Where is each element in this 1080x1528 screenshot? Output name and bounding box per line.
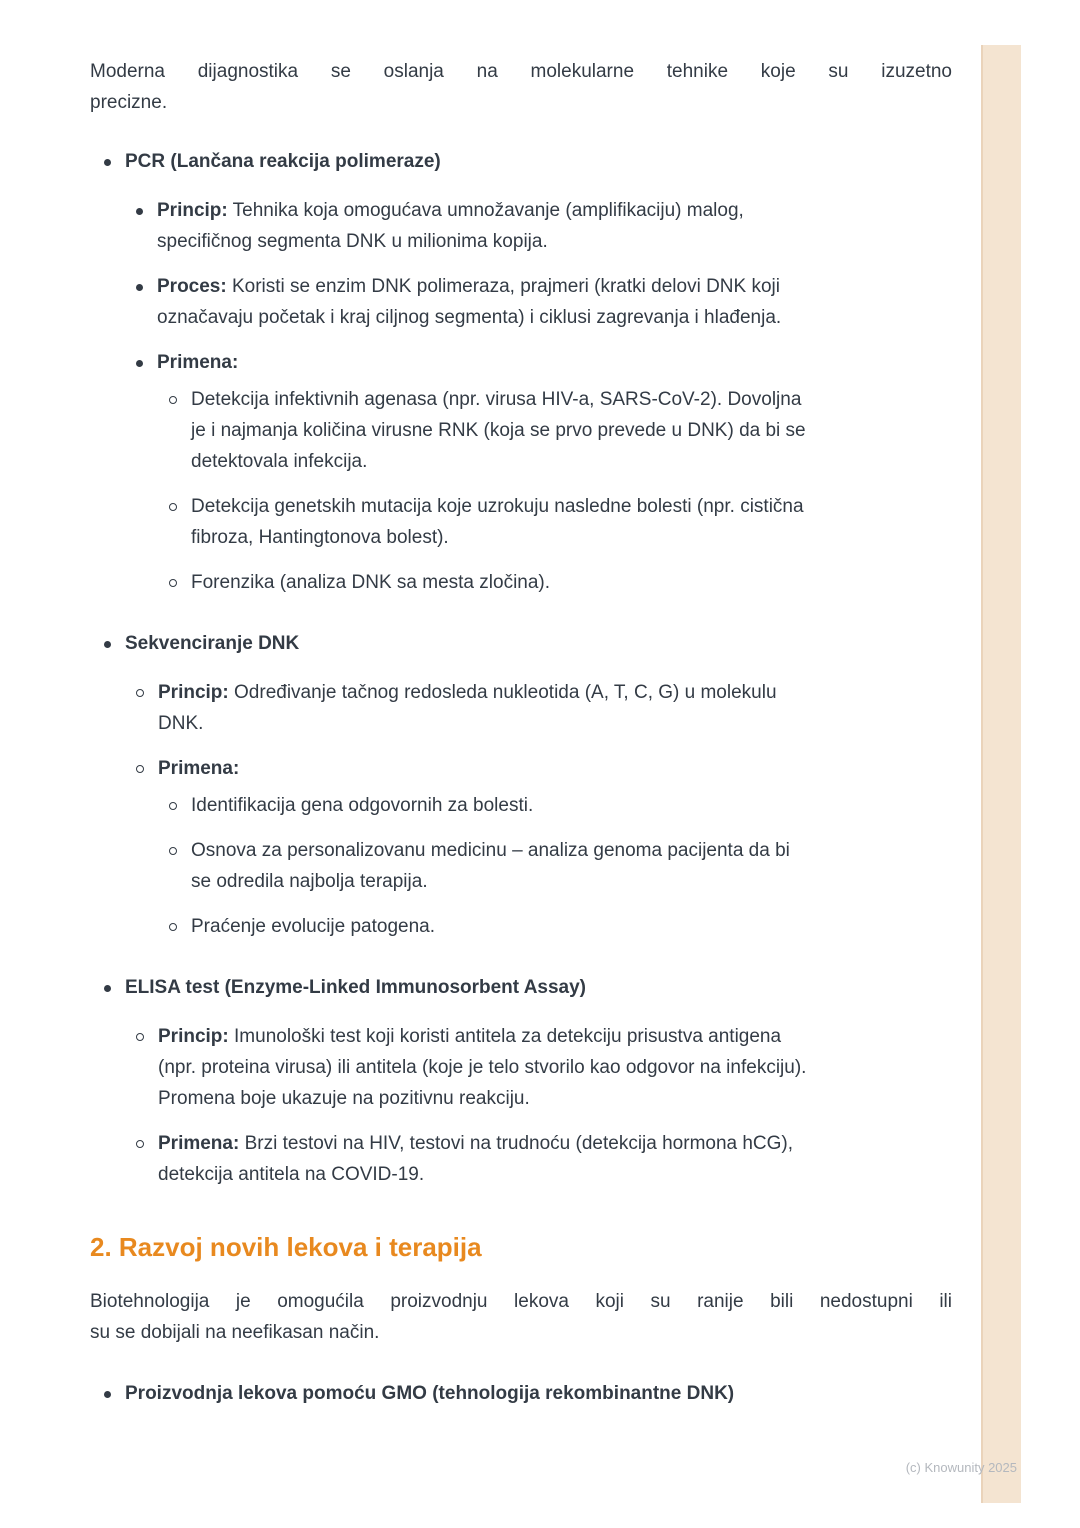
bullet-circle-icon bbox=[169, 503, 177, 511]
bullet-circle-icon bbox=[169, 579, 177, 587]
subitem-text: Detekcija genetskih mutacija koje uzrokuju nasledne bolesti (npr. cistična fibroza, Hantingtonova bolest). bbox=[191, 496, 804, 548]
subitem-text: Detekcija infektivnih agenasa (npr. virusa HIV-a, SARS-CoV-2). Dovoljna je i najmanja količina virusne RNK (koja se prvo prevede u DNK) da bi se detektovala infekcija. bbox=[191, 389, 806, 472]
section2-paragraph-line1: Biotehnologija je omogućila proizvodnju lekova koji su ranije bili nedostupni ili bbox=[90, 1291, 952, 1312]
list-item-title-text: ELISA test (Enzyme-Linked Immunosorbent Assay) bbox=[125, 977, 587, 998]
list-subitem bbox=[169, 567, 952, 598]
list-item-pcr-proces bbox=[136, 271, 952, 333]
list-item-title-text: Sekvenciranje DNK bbox=[125, 633, 300, 654]
list-item-seq-princip bbox=[136, 677, 952, 739]
list-subitem bbox=[169, 835, 952, 897]
list-item-text bbox=[158, 1021, 808, 1114]
item-body: Brzi testovi na HIV, testovi na trudnoću (detekcija hormona hCG), detekcija antitela na COVID-19. bbox=[158, 1133, 794, 1185]
bullet-disc-icon bbox=[136, 284, 143, 291]
item-body: Koristi se enzim DNK polimeraza, prajmeri (kratki delovi DNK koji označavaju početak i kraj ciljnog segmenta) i ciklusi zagrevanja i hlađenja. bbox=[157, 276, 782, 328]
list-item-gmo-title bbox=[104, 1378, 952, 1409]
bullet-circle-icon bbox=[169, 802, 177, 810]
list-item-title-text: Proizvodnja lekova pomoću GMO (tehnologija rekombinantne DNK) bbox=[125, 1383, 735, 1404]
list-item-text bbox=[158, 753, 239, 784]
list-item-text bbox=[157, 347, 238, 378]
item-body: Tehnika koja omogućava umnožavanje (amplifikaciju) malog, specifičnog segmenta DNK u milionima kopija. bbox=[157, 200, 744, 252]
list-item-text bbox=[158, 1128, 808, 1190]
list-item-text bbox=[158, 677, 808, 739]
subitem-text: Forenzika (analiza DNK sa mesta zločina). bbox=[191, 572, 551, 593]
item-label: Primena: bbox=[158, 758, 240, 779]
list-item-pcr-title bbox=[104, 146, 952, 177]
bullet-circle-icon bbox=[136, 1140, 144, 1148]
document-content bbox=[90, 56, 952, 1409]
item-label: Princip: bbox=[158, 682, 229, 703]
list-subitem bbox=[169, 491, 952, 553]
subitem-text: Praćenje evolucije patogena. bbox=[191, 916, 436, 937]
section-heading: 2. Razvoj novih lekova i terapija bbox=[90, 1232, 482, 1262]
item-label: Primena: bbox=[158, 1133, 240, 1154]
list-subitem bbox=[169, 384, 952, 477]
right-margin-stripe bbox=[981, 45, 1021, 1503]
list-item-elisa-primena bbox=[136, 1128, 952, 1190]
bullet-circle-icon bbox=[169, 923, 177, 931]
item-label: Princip: bbox=[157, 200, 228, 221]
bullet-disc-icon bbox=[104, 641, 111, 648]
copyright-note: (c) Knowunity 2025 bbox=[905, 1460, 1017, 1475]
item-label: Princip: bbox=[158, 1026, 229, 1047]
list-item-sequencing-title bbox=[104, 628, 952, 659]
bullet-circle-icon bbox=[136, 689, 144, 697]
list-item-pcr-primena bbox=[136, 347, 952, 378]
list-item-text bbox=[157, 271, 807, 333]
list-subitem bbox=[169, 790, 952, 821]
bullet-circle-icon bbox=[169, 396, 177, 404]
item-body: Imunološki test koji koristi antitela za detekciju prisustva antigena (npr. proteina virusa) ili antitela (koje je telo stvorilo kao odgovor na infekciju). Promena boje ukazuje na pozitivnu reakciju. bbox=[158, 1026, 807, 1109]
item-label: Primena: bbox=[157, 352, 239, 373]
bullet-disc-icon bbox=[136, 360, 143, 367]
subitem-text: Identifikacija gena odgovornih za bolesti. bbox=[191, 795, 534, 816]
list-item-elisa-princip bbox=[136, 1021, 952, 1114]
item-body: Određivanje tačnog redosleda nukleotida (A, T, C, G) u molekulu DNK. bbox=[158, 682, 777, 734]
bullet-circle-icon bbox=[136, 765, 144, 773]
bullet-circle-icon bbox=[169, 847, 177, 855]
section2-paragraph-line2: su se dobijali na neefikasan način. bbox=[90, 1322, 380, 1343]
bullet-disc-icon bbox=[136, 208, 143, 215]
list-item-title-text: PCR (Lančana reakcija polimeraze) bbox=[125, 151, 441, 172]
intro-paragraph-line2: precizne. bbox=[90, 92, 168, 113]
list-subitem bbox=[169, 911, 952, 942]
bullet-disc-icon bbox=[104, 985, 111, 992]
list-item-pcr-princip bbox=[136, 195, 952, 257]
subitem-text: Osnova za personalizovanu medicinu – analiza genoma pacijenta da bi se odredila najbolja terapija. bbox=[191, 840, 790, 892]
bullet-circle-icon bbox=[136, 1033, 144, 1041]
bullet-disc-icon bbox=[104, 159, 111, 166]
list-item-text bbox=[157, 195, 807, 257]
list-item-seq-primena bbox=[136, 753, 952, 784]
item-label: Proces: bbox=[157, 276, 227, 297]
intro-paragraph-line1: Moderna dijagnostika se oslanja na molekularne tehnike koje su izuzetno bbox=[90, 61, 952, 82]
list-item-elisa-title bbox=[104, 972, 952, 1003]
bullet-disc-icon bbox=[104, 1391, 111, 1398]
